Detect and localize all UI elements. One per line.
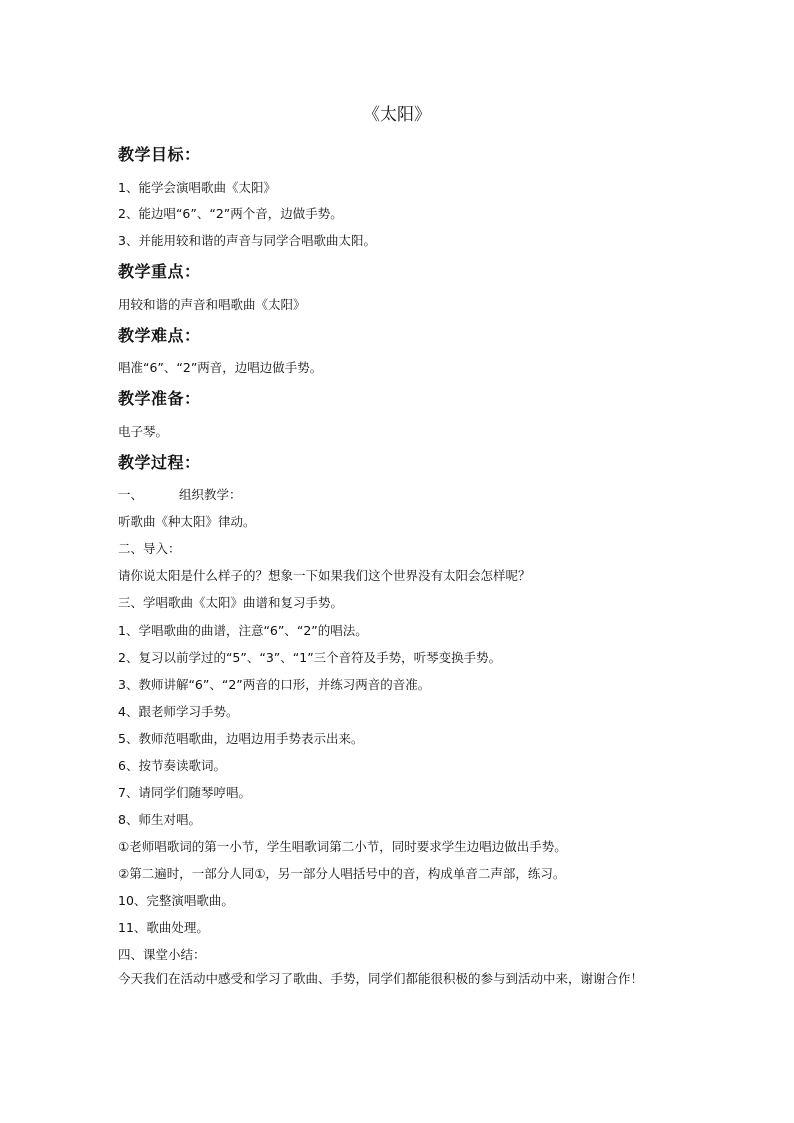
list-item: 6、按节奏读歌词。 (118, 758, 226, 773)
list-item: 8、师生对唱。 (118, 812, 201, 827)
prep-heading: 教学准备： (118, 389, 201, 408)
process-step-4: 四、课堂小结： (118, 947, 206, 962)
goal-item: 2、能边唱“6”、“2”两个音，边做手势。 (118, 206, 343, 221)
process-step-3: 三、学唱歌曲《太阳》曲谱和复习手势。 (118, 595, 344, 610)
list-item: ②第二遍时，一部分人同①，另一部分人唱括号中的音，构成单音二声部，练习。 (118, 866, 566, 881)
process-heading: 教学过程： (118, 453, 201, 472)
list-item: 4、跟老师学习手势。 (118, 704, 239, 719)
document-title: 《太阳》 (363, 105, 431, 125)
difficulty-heading: 教学难点： (118, 326, 201, 345)
process-step-2: 二、导入： (118, 541, 181, 556)
summary-text: 今天我们在活动中感受和学习了歌曲、手势，同学们都能很积极的参与到活动中来，谢谢合作！ (118, 971, 644, 986)
focus-heading: 教学重点： (118, 262, 201, 281)
list-item: 7、请同学们随琴哼唱。 (118, 785, 251, 800)
goals-heading: 教学目标： (118, 145, 201, 164)
list-item: 3、教师讲解“6”、“2”两音的口形，并练习两音的音准。 (118, 677, 431, 692)
focus-text: 用较和谐的声音和唱歌曲《太阳》 (118, 297, 306, 312)
step-number: 一、 (118, 487, 144, 502)
process-step-1 (118, 485, 242, 503)
goal-item: 3、并能用较和谐的声音与同学合唱歌曲太阳。 (118, 233, 376, 248)
list-item: 2、复习以前学过的“5”、“3”、“1”三个音符及手势，听琴变换手势。 (118, 650, 502, 665)
list-item: 10、完整演唱歌曲。 (118, 893, 234, 908)
prep-text: 电子琴。 (118, 424, 169, 439)
list-item: 11、歌曲处理。 (118, 920, 209, 935)
step-text: 听歌曲《种太阳》律动。 (118, 514, 256, 529)
difficulty-text: 唱准“6”、“2”两音，边唱边做手势。 (118, 360, 323, 375)
list-item: 5、教师范唱歌曲，边唱边用手势表示出来。 (118, 731, 364, 746)
goal-item: 1、能学会演唱歌曲《太阳》 (118, 180, 276, 195)
list-item: 1、学唱歌曲的曲谱，注意“6”、“2”的唱法。 (118, 623, 368, 638)
step-text: 请你说太阳是什么样子的？想象一下如果我们这个世界没有太阳会怎样呢？ (118, 568, 531, 583)
list-item: ①老师唱歌词的第一小节，学生唱歌词第二小节，同时要求学生边唱边做出手势。 (118, 839, 567, 854)
step-label: 组织教学： (179, 487, 242, 502)
